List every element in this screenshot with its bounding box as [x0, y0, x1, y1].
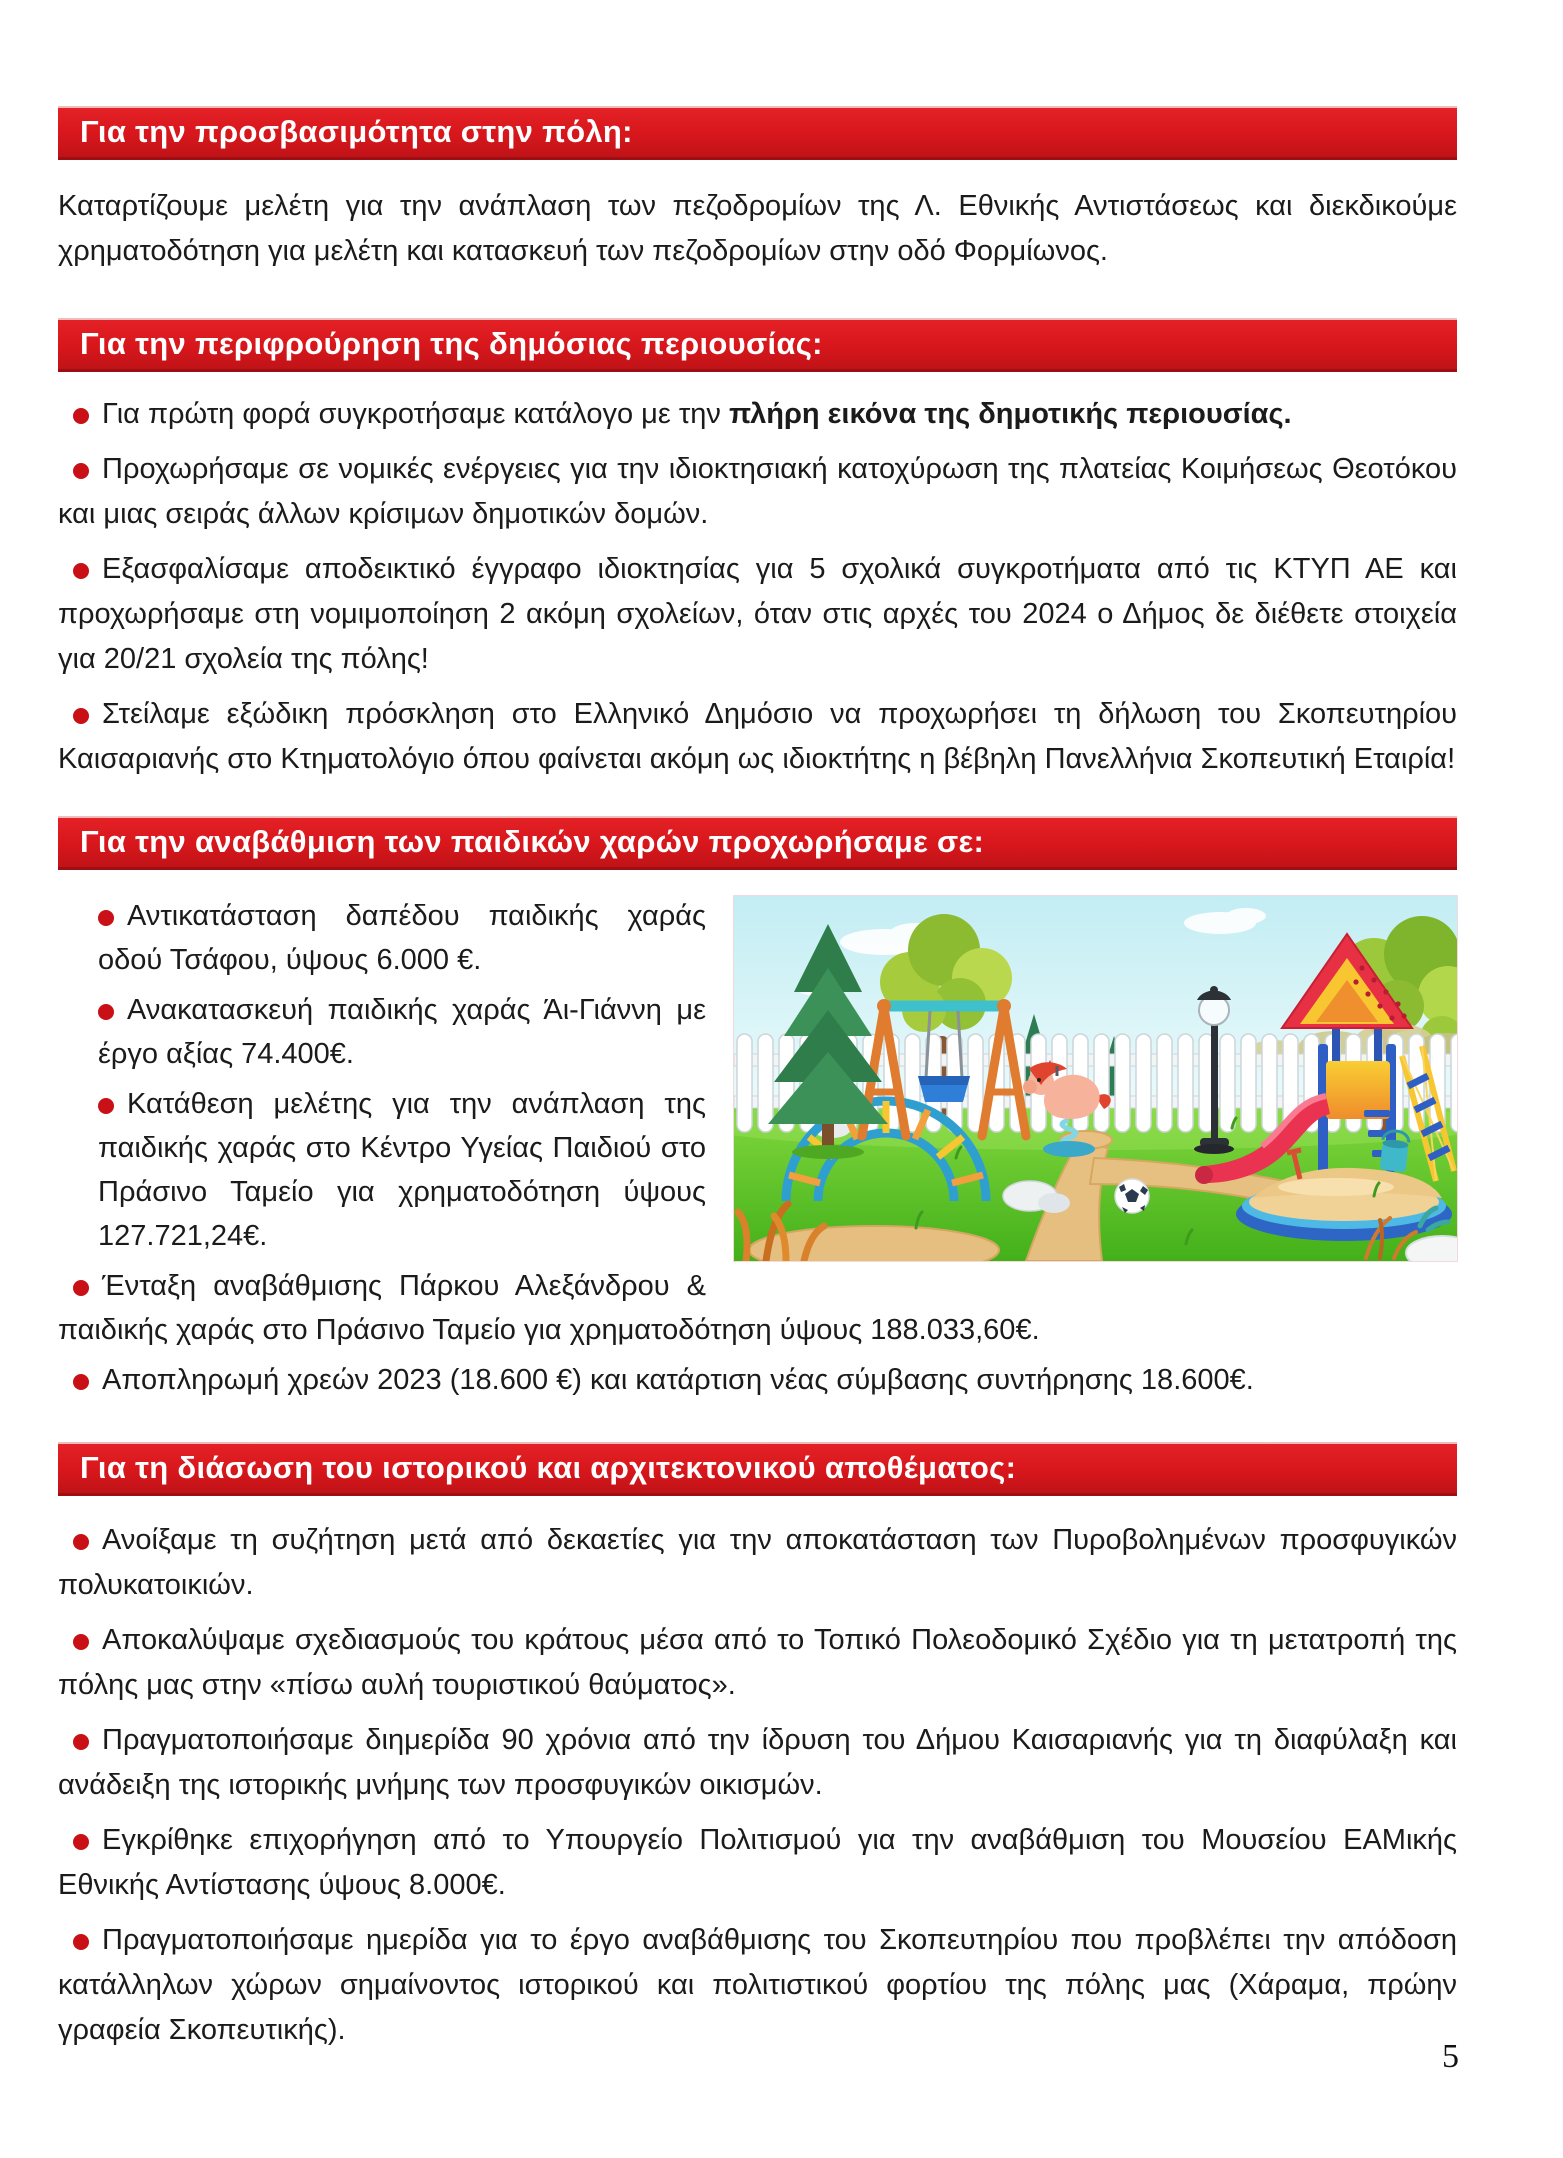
bullet-text: Αποπληρωμή χρεών 2023 (18.600 €) και κατάρτιση νέας σύμβασης συντήρησης 18.600€.: [102, 1364, 1254, 1396]
bullet-text: Κατάθεση μελέτης για την ανάπλαση της παιδικής χαράς στο Κέντρο Υγείας Παιδιού στο Πράσινο Ταμείο για χρηματοδότηση ύψους 127.721,24€.: [98, 1088, 706, 1252]
bullet-icon: [73, 708, 89, 724]
bullet-icon: [73, 1834, 89, 1850]
bullet-item: [58, 1264, 1457, 1352]
section-title: Για την αναβάθμιση των παιδικών χαρών προχωρήσαμε σε:: [80, 823, 985, 859]
bullet-item: [58, 692, 1457, 782]
bullet-text: Πραγματοποιήσαμε διημερίδα 90 χρόνια από την ίδρυση του Δήμου Καισαριανής για τη διαφύλαξη και ανάδειξη της ιστορικής μνήμης των προσφυγικών οικισμών.: [58, 1724, 1457, 1801]
bullet-text: Εγκρίθηκε επιχορήγηση από το Υπουργείο Πολιτισμού για την αναβάθμιση του Μουσείου ΕΑΜικής Εθνικής Αντίστασης ύψους 8.000€.: [58, 1824, 1457, 1901]
section-header-heritage: [58, 1444, 1457, 1496]
page-number: 5: [1442, 2038, 1459, 2075]
bullet-icon: [98, 1098, 114, 1114]
bullet-icon: [73, 463, 89, 479]
section-accessibility: [58, 108, 1457, 274]
bullet-item: [58, 1718, 1457, 1808]
bullet-item: [58, 447, 1457, 537]
bullet-item: [58, 1918, 1457, 2053]
bullet-text: Στείλαμε εξώδικη πρόσκληση στο Ελληνικό Δημόσιο να προχωρήσει τη δήλωση του Σκοπευτηρίου Καισαριανής στο Κτηματολόγιο όπου φαίνεται ακόμη ως ιδιοκτήτης η βέβηλη Πανελλήνια Σκοπευτική Εταιρία!: [58, 698, 1457, 775]
bullet-text-bold: πλήρη εικόνα της δημοτικής περιουσίας.: [728, 398, 1292, 430]
bullet-text: Ανακατασκευή παιδικής χαράς Άι-Γιάννη με έργο αξίας 74.400€.: [98, 994, 706, 1070]
soccer-ball: [1115, 1179, 1149, 1213]
bullet-text: Πραγματοποιήσαμε ημερίδα για το έργο αναβάθμισης του Σκοπευτηρίου που προβλέπει την απόδοση κατάλληλων χώρων σημαίνοντος ιστορικού και πολιτιστικού φορτίου της πόλης μας (Χάραμα, πρώην γραφεία Σκοπευτικής).: [58, 1924, 1457, 2046]
bullet-item: [58, 1518, 1457, 1608]
section-header-playgrounds: [58, 818, 1457, 870]
section-header-public-property: [58, 320, 1457, 372]
bullet-icon: [73, 408, 89, 424]
bullet-icon: [98, 1004, 114, 1020]
section-playgrounds: [58, 818, 1457, 1408]
bullet-text: Ανοίξαμε τη συζήτηση μετά από δεκαετίες για την αποκατάσταση των Πυροβολημένων προσφυγικών πολυκατοικιών.: [58, 1524, 1457, 1601]
bullet-item: [58, 1618, 1457, 1708]
bullet-icon: [73, 1534, 89, 1550]
playgrounds-content: [58, 894, 1457, 1408]
bullet-icon: [73, 1374, 89, 1390]
bullet-icon: [73, 1934, 89, 1950]
bullet-item: [58, 1358, 1457, 1402]
bullet-item: [58, 392, 1457, 437]
section-heritage: [58, 1444, 1457, 2053]
bullet-text: Ένταξη αναβάθμισης Πάρκου Αλεξάνδρου & παιδικής χαράς στο Πράσινο Ταμείο για χρηματοδότηση ύψους 188.033,60€.: [58, 1270, 1040, 1346]
bullet-text: Αντικατάσταση δαπέδου παιδικής χαράς οδού Τσάφου, ύψους 6.000 €.: [98, 900, 706, 976]
bullet-text: Εξασφαλίσαμε αποδεικτικό έγγραφο ιδιοκτησίας για 5 σχολικά συγκροτήματα από τις ΚΤΥΠ ΑΕ και προχωρήσαμε στη νομιμοποίηση 2 ακόμη σχολείων, όταν στις αρχές του 2024 ο Δήμος δε διέθετε στοιχεία για 20/21 σχολεία της πόλης!: [58, 553, 1457, 675]
section-title: Για τη διάσωση του ιστορικού και αρχιτεκτονικού αποθέματος:: [80, 1449, 1017, 1485]
section-header-accessibility: [58, 108, 1457, 160]
bullet-icon: [73, 1634, 89, 1650]
intro-paragraph: Καταρτίζουμε μελέτη για την ανάπλαση των πεζοδρομίων της Λ. Εθνικής Αντιστάσεως και διεκδικούμε χρηματοδότηση για μελέτη και κατασκευή των πεζοδρομίων στην οδό Φορμίωνος.: [58, 190, 1457, 267]
bullet-text: Για πρώτη φορά συγκροτήσαμε κατάλογο με την: [102, 398, 729, 430]
bullet-icon: [73, 1734, 89, 1750]
bullet-item: [58, 547, 1457, 682]
section-title: Για την προσβασιμότητα στην πόλη:: [80, 113, 633, 149]
bullet-icon: [98, 910, 114, 926]
bullet-item: [58, 1818, 1457, 1908]
bullet-icon: [73, 1280, 89, 1296]
bullet-text: Αποκαλύψαμε σχεδιασμούς του κράτους μέσα από το Τοπικό Πολεοδομικό Σχέδιο για τη μετατροπή της πόλης μας στην «πίσω αυλή τουριστικού θαύματος».: [58, 1624, 1457, 1701]
section-public-property: [58, 320, 1457, 782]
playground-illustration: [734, 896, 1457, 1261]
bullet-text: Προχωρήσαμε σε νομικές ενέργειες για την ιδιοκτησιακή κατοχύρωση της πλατείας Κοιμήσεως Θεοτόκου και μιας σειράς άλλων κρίσιμων δημοτικών δομών.: [58, 453, 1457, 530]
bullet-icon: [73, 563, 89, 579]
section-title: Για την περιφρούρηση της δημόσιας περιουσίας:: [80, 325, 823, 361]
